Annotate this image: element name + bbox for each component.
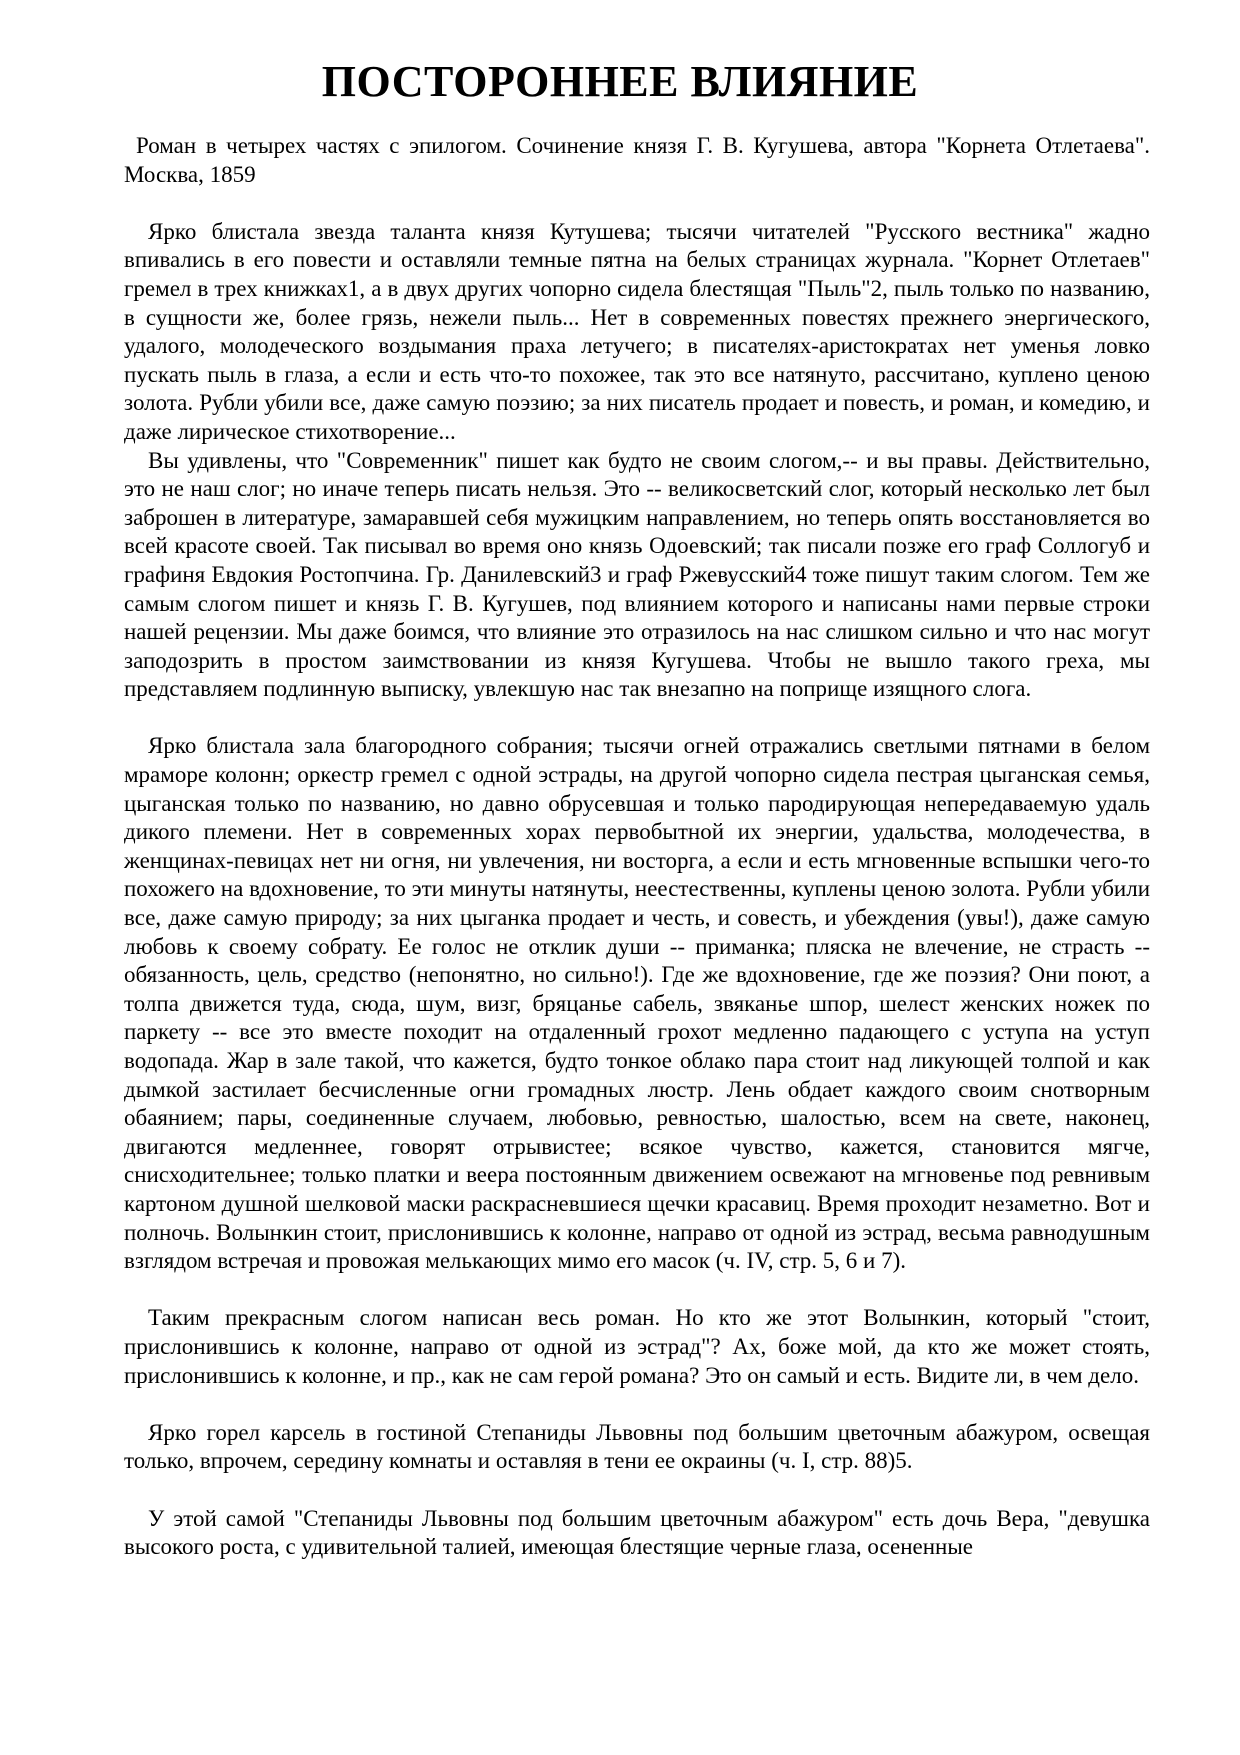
paragraph: У этой самой "Степаниды Львовны под большим цветочным абажуром" есть дочь Вера, "девушка высокого роста, с удивительной талией, имеющая блестящие черные глаза, осененные — [124, 1505, 1150, 1560]
quoted-paragraph: Ярко блистала зала благородного собрания; тысячи огней отражались светлыми пятнами в белом мраморе колонн; оркестр гремел с одной эстрады, на другой чопорно сидела пестрая цыганская семья, цыганская только по названию, но давно обрусевшая и только пародирующая непередаваемую удаль дикого племени. Нет в современных хорах первобытной их энергии, удальства, молодечества, в женщинах-певицах нет ни огня, ни увлечения, ни восторга, а если и есть мгновенные вспышки чего-то похожего на вдохновение, то эти минуты натянуты, неестественны, куплены ценою золота. Рубли убили все, даже самую природу; за них цыганка продает и честь, и совесть, и убеждения (увы!), даже самую любовь к своему собрату. Ее голос не отклик души -- приманка; пляска не влечение, не страсть -- обязанность, цель, средство (непонятно, но сильно!). Где же вдохновение, где же поэзия? Они поют, а толпа движется туда, сюда, шум, визг, бряцанье сабель, звяканье шпор, шелест женских ножек по паркету -- все это вместе походит на отдаленный грохот медленно падающего с уступа на уступ водопада. Жар в зале такой, что кажется, будто тонкое облако пара стоит над ликующей толпой и как дымкой застилает бесчисленные огни громадных люстр. Лень обдает каждого своим снотворным обаянием; пары, соединенные случаем, любовью, ревностью, шалостью, всем на свете, наконец, двигаются медленнее, говорят отрывистее; всякое чувство, кажется, становится мягче, снисходительнее; только платки и веера постоянным движением освежают на мгновенье под ревнивым картоном душной шелковой маски раскрасневшиеся щечки красавиц. Время проходит незаметно. Вот и полночь. Волынкин стоит, прислонившись к колонне, направо от одной из эстрад, весьма равнодушным взглядом встречая и провожая мелькающих мимо его масок (ч. IV, стр. 5, 6 и 7). — [124, 733, 1150, 1274]
document-body — [124, 132, 1150, 1562]
page-title: ПОСТОРОННЕЕ ВЛИЯНИЕ — [321, 57, 919, 106]
paragraph: Ярко блистала звезда таланта князя Кутушева; тысячи читателей "Русского вестника" жадно впивались в его повести и оставляли темные пятна на белых страницах журнала. "Корнет Отлетаев" гремел в трех книжках1, а в двух других чопорно сидела блестящая "Пыль"2, пыль только по названию, в сущности же, более грязь, нежели пыль... Нет в современных повестях прежнего энергического, удалого, молодеческого воздымания праха летучего; в писателях-аристократах нет уменья ловко пускать пыль в глаза, а если и есть что-то похожее, так это все натянуто, рассчитано, куплено ценою золота. Рубли убили все, даже самую поэзию; за них писатель продает и повесть, и роман, и комедию, и даже лирическое стихотворение... — [124, 218, 1150, 444]
paragraph: Вы удивлены, что "Современник" пишет как будто не своим слогом,-- и вы правы. Действительно, это не наш слог; но иначе теперь писать нельзя. Это -- великосветский слог, который несколько лет был заброшен в литературе, замаравшей себя мужицким направлением, но теперь опять восстановляется во всей красоте своей. Так писывал во время оно князь Одоевский; так писали позже его граф Соллогуб и графиня Евдокия Ростопчина. Гр. Данилевский3 и граф Ржевусский4 тоже пишут таким слогом. Тем же самым слогом пишет и князь Г. В. Кугушев, под влиянием которого и написаны нами первые строки нашей рецензии. Мы даже боимся, что влияние это отразилось на нас слишком сильно и что нас могут заподозрить в простом заимствовании из князя Кугушева. Чтобы не вышло такого греха, мы представляем подлинную выписку, увлекшую нас так внезапно на поприще изящного слога. — [124, 447, 1150, 702]
paragraph: Таким прекрасным слогом написан весь роман. Но кто же этот Волынкин, который "стоит, прислонившись к колонне, направо от одной из эстрад"? Ах, боже мой, да кто же может стоять, прислонившись к колонне, и пр., как не сам герой романа? Это он самый и есть. Видите ли, в чем дело. — [124, 1305, 1150, 1388]
subtitle: Роман в четырех частях с эпилогом. Сочинение князя Г. В. Кугушева, автора "Корнета Отлетаева". Москва, 1859 — [124, 133, 1150, 187]
quoted-paragraph: Ярко горел карсель в гостиной Степаниды Львовны под большим цветочным абажуром, освещая только, впрочем, середину комнаты и оставляя в тени ее окраины (ч. I, стр. 88)5. — [124, 1419, 1150, 1474]
